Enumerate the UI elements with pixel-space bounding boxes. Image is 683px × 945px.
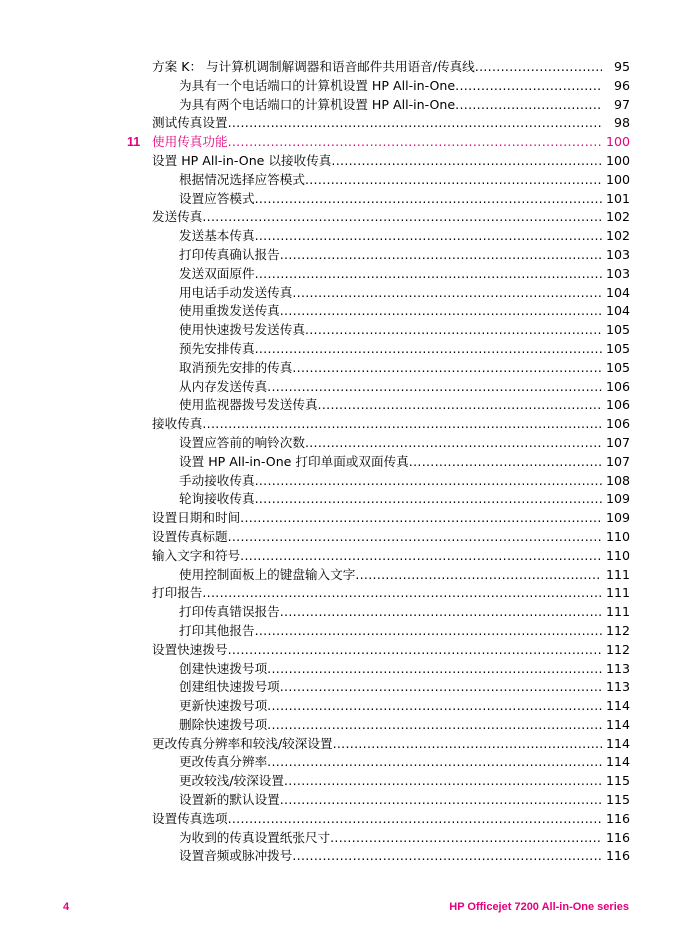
dot-leader [292, 847, 602, 866]
toc-page-number: 107 [605, 453, 630, 469]
dot-leader [280, 246, 602, 265]
toc-title: 手动接收传真 [179, 472, 255, 488]
toc-title: 删除快速拨号项 [179, 716, 268, 732]
toc-title: 为收到的传真设置纸张尺寸 [179, 829, 331, 845]
toc-title: 预先安排传真 [179, 340, 255, 356]
toc-title: 打印报告 [152, 585, 203, 601]
toc-title: 更改传真分辨率和较浅/较深设置 [152, 735, 333, 751]
dot-leader [267, 716, 602, 735]
toc-page-number: 106 [605, 416, 630, 432]
toc-row[interactable] [0, 603, 630, 622]
toc-row[interactable] [0, 396, 630, 415]
dot-leader [280, 302, 602, 321]
toc-page-number: 109 [605, 510, 630, 526]
toc-entry[interactable] [0, 603, 630, 622]
toc-page-number: 114 [605, 735, 630, 751]
dot-leader [475, 58, 602, 77]
dot-leader [284, 772, 602, 791]
toc-entry[interactable] [0, 547, 630, 566]
toc-row[interactable] [0, 96, 630, 115]
toc-entry[interactable] [0, 697, 630, 716]
toc-page-number: 106 [605, 397, 630, 413]
dot-leader [228, 810, 602, 829]
dot-leader [202, 208, 602, 227]
dot-leader [255, 190, 602, 209]
dot-leader [280, 678, 602, 697]
toc-entry[interactable] [0, 847, 630, 866]
toc-row[interactable] [0, 547, 630, 566]
toc-entry[interactable] [0, 133, 630, 152]
toc-title: 打印传真确认报告 [179, 246, 280, 262]
toc-page-number: 112 [605, 622, 630, 638]
dot-leader [409, 453, 602, 472]
toc-entry[interactable] [0, 678, 630, 697]
dot-leader [240, 547, 602, 566]
toc-row[interactable] [0, 622, 630, 641]
toc-title: 使用重拨发送传真 [179, 303, 280, 319]
toc-entry[interactable] [0, 152, 630, 171]
toc-title: 使用监视器拨号发送传真 [179, 397, 318, 413]
toc-row[interactable] [0, 227, 630, 246]
toc-row[interactable] [0, 340, 630, 359]
toc-row[interactable] [0, 302, 630, 321]
toc-page-number: 108 [605, 472, 630, 488]
dot-leader [292, 359, 602, 378]
toc-row[interactable] [0, 321, 630, 340]
dot-leader [280, 791, 602, 810]
toc-row[interactable] [0, 378, 630, 397]
toc-entry[interactable] [0, 434, 630, 453]
toc-entry[interactable] [0, 190, 630, 209]
dot-leader [318, 396, 602, 415]
toc-title: 更改传真分辨率 [179, 754, 268, 770]
toc-entry[interactable] [0, 660, 630, 679]
dot-leader [255, 622, 602, 641]
dot-leader [330, 829, 602, 848]
dot-leader [331, 152, 602, 171]
toc-row[interactable] [0, 246, 630, 265]
toc-row[interactable] [0, 415, 630, 434]
toc-page-number: 114 [605, 754, 630, 770]
toc-page-number: 104 [605, 284, 630, 300]
toc-page-number: 105 [605, 340, 630, 356]
toc-entry[interactable] [0, 378, 630, 397]
toc-entry[interactable] [0, 829, 630, 848]
toc-title: 发送双面原件 [179, 265, 255, 281]
toc-title: 设置 HP All-in-One 以接收传真 [152, 152, 332, 168]
toc-title: 设置日期和时间 [152, 510, 241, 526]
toc-entry[interactable] [0, 490, 630, 509]
dot-leader [267, 378, 602, 397]
toc-page-number: 97 [613, 96, 630, 112]
toc-row[interactable] [0, 678, 630, 697]
toc-row[interactable] [0, 697, 630, 716]
dot-leader [202, 415, 602, 434]
dot-leader [267, 660, 602, 679]
dot-leader [280, 603, 602, 622]
toc-page-number: 98 [613, 115, 630, 131]
toc-row[interactable] [0, 772, 630, 791]
dot-leader [305, 171, 602, 190]
toc-row[interactable] [0, 509, 630, 528]
toc-title: 取消预先安排的传真 [179, 359, 293, 375]
toc-page-number: 101 [605, 190, 630, 206]
toc-title: 设置音频或脉冲拨号 [179, 848, 293, 864]
toc-row[interactable] [0, 566, 630, 585]
toc-page-number: 110 [605, 528, 630, 544]
toc-page-number: 106 [605, 378, 630, 394]
toc-title: 设置应答模式 [179, 190, 255, 206]
toc-page-number: 111 [605, 585, 630, 601]
toc-page-number: 102 [605, 209, 630, 225]
toc-page-number: 96 [613, 77, 630, 93]
toc-entry[interactable] [0, 321, 630, 340]
toc-title: 设置传真标题 [152, 528, 228, 544]
toc-row[interactable] [0, 810, 630, 829]
toc-title: 使用控制面板上的键盘输入文字 [179, 566, 356, 582]
dot-leader [255, 227, 602, 246]
toc-entry[interactable] [0, 265, 630, 284]
toc-entry[interactable] [0, 472, 630, 491]
toc-page-number: 103 [605, 265, 630, 281]
toc-entry[interactable] [0, 208, 630, 227]
toc-entry[interactable] [0, 566, 630, 585]
toc-title: 更新快速拨号项 [179, 698, 268, 714]
dot-leader [455, 77, 602, 96]
toc-title: 使用快速拨号发送传真 [179, 322, 305, 338]
toc-entry[interactable] [0, 396, 630, 415]
dot-leader [267, 697, 602, 716]
toc-entry[interactable] [0, 171, 630, 190]
toc-row[interactable] [0, 114, 630, 133]
toc-page-number: 95 [613, 59, 630, 74]
toc-entry[interactable] [0, 753, 630, 772]
toc-title: 用电话手动发送传真 [179, 284, 293, 300]
toc-title: 更改较浅/较深设置 [179, 773, 284, 789]
toc-page-number: 102 [605, 228, 630, 244]
toc-title: 打印其他报告 [179, 622, 255, 638]
toc-entry[interactable] [0, 584, 630, 603]
toc-page-number: 109 [605, 491, 630, 507]
toc-entry[interactable] [0, 528, 630, 547]
toc-title: 设置新的默认设置 [179, 792, 280, 808]
toc-entry[interactable] [0, 284, 630, 303]
toc-entry[interactable] [0, 58, 630, 77]
toc-page-number: 113 [605, 679, 630, 695]
chapter-number: 11 [127, 135, 141, 150]
dot-leader [333, 735, 602, 754]
toc-page-number: 114 [605, 698, 630, 714]
toc-entry[interactable] [0, 791, 630, 810]
dot-leader [228, 133, 602, 152]
dot-leader [228, 641, 602, 660]
toc-title: 接收传真 [152, 416, 203, 432]
toc-entry[interactable] [0, 302, 630, 321]
toc-entry[interactable] [0, 453, 630, 472]
toc-title: 创建快速拨号项 [179, 660, 268, 676]
toc-entry[interactable] [0, 716, 630, 735]
table-of-contents [0, 58, 683, 866]
toc-title: 发送传真 [152, 209, 203, 225]
toc-page-number: 115 [605, 773, 630, 789]
toc-title: 轮询接收传真 [179, 491, 255, 507]
dot-leader [355, 566, 602, 585]
toc-title: 设置传真选项 [152, 810, 228, 826]
toc-row[interactable] [0, 208, 630, 227]
toc-row[interactable] [0, 584, 630, 603]
toc-page-number: 112 [605, 641, 630, 657]
toc-entry[interactable] [0, 246, 630, 265]
dot-leader [292, 284, 602, 303]
toc-title: 使用传真功能 [152, 134, 228, 150]
footer-page-number: 4 [63, 901, 70, 913]
toc-page-number: 116 [605, 829, 630, 845]
toc-row[interactable] [0, 434, 630, 453]
toc-page-number: 110 [605, 547, 630, 563]
dot-leader [255, 490, 602, 509]
toc-title: 测试传真设置 [152, 115, 228, 131]
toc-entry[interactable] [0, 77, 630, 96]
toc-page-number: 116 [605, 810, 630, 826]
toc-page-number: 113 [605, 660, 630, 676]
toc-page-number: 104 [605, 303, 630, 319]
toc-entry[interactable] [0, 114, 630, 133]
toc-row[interactable] [0, 265, 630, 284]
toc-row[interactable] [0, 829, 630, 848]
toc-title: 方案 K： 与计算机调制解调器和语音邮件共用语音/传真线 [152, 59, 475, 74]
toc-title: 创建组快速拨号项 [179, 679, 280, 695]
dot-leader [255, 340, 602, 359]
footer-product-name: HP Officejet 7200 All-in-One series [449, 901, 629, 913]
chapter-heading[interactable] [0, 133, 630, 152]
dot-leader [228, 528, 602, 547]
dot-leader [255, 265, 602, 284]
toc-row[interactable] [0, 716, 630, 735]
toc-entry[interactable] [0, 641, 630, 660]
toc-entry[interactable] [0, 509, 630, 528]
dot-leader [240, 509, 602, 528]
toc-entry[interactable] [0, 810, 630, 829]
toc-row[interactable] [0, 359, 630, 378]
toc-title: 根据情况选择应答模式 [179, 171, 305, 187]
toc-row[interactable] [0, 735, 630, 754]
toc-title: 为具有一个电话端口的计算机设置 HP All-in-One [179, 77, 456, 93]
toc-page-number: 115 [605, 792, 630, 808]
toc-page-number: 107 [605, 434, 630, 450]
toc-row[interactable] [0, 791, 630, 810]
toc-row[interactable] [0, 472, 630, 491]
toc-title: 设置快速拨号 [152, 641, 228, 657]
toc-entry[interactable] [0, 96, 630, 115]
toc-row[interactable] [0, 284, 630, 303]
toc-page-number: 105 [605, 359, 630, 375]
toc-entry[interactable] [0, 772, 630, 791]
toc-entry[interactable] [0, 359, 630, 378]
toc-row[interactable] [0, 152, 630, 171]
dot-leader [305, 434, 602, 453]
toc-title: 输入文字和符号 [152, 547, 241, 563]
dot-leader [267, 753, 602, 772]
toc-row[interactable] [0, 171, 630, 190]
dot-leader [455, 96, 602, 115]
toc-page-number: 114 [605, 716, 630, 732]
toc-entry[interactable] [0, 735, 630, 754]
toc-page-number: 105 [605, 322, 630, 338]
toc-title: 打印传真错误报告 [179, 604, 280, 620]
toc-row[interactable] [0, 528, 630, 547]
toc-title: 设置应答前的响铃次数 [179, 434, 305, 450]
toc-title: 从内存发送传真 [179, 378, 268, 394]
toc-page-number: 100 [605, 171, 630, 187]
toc-entry[interactable] [0, 622, 630, 641]
toc-row[interactable] [0, 58, 630, 77]
toc-row[interactable] [0, 660, 630, 679]
toc-row[interactable] [0, 453, 630, 472]
toc-row[interactable] [0, 77, 630, 96]
toc-row[interactable] [0, 753, 630, 772]
toc-row[interactable] [0, 490, 630, 509]
toc-title: 为具有两个电话端口的计算机设置 HP All-in-One [179, 96, 456, 112]
dot-leader [305, 321, 602, 340]
toc-entry[interactable] [0, 415, 630, 434]
toc-page-number: 116 [605, 848, 630, 864]
dot-leader [202, 584, 602, 603]
toc-page-number: 100 [605, 152, 630, 168]
dot-leader [228, 114, 602, 133]
toc-entry[interactable] [0, 340, 630, 359]
toc-page-number: 100 [605, 134, 630, 150]
toc-row[interactable] [0, 190, 630, 209]
toc-page-number: 103 [605, 246, 630, 262]
toc-title: 设置 HP All-in-One 打印单面或双面传真 [179, 453, 409, 469]
toc-page-number: 111 [605, 566, 630, 582]
toc-row[interactable] [0, 847, 630, 866]
toc-page-number: 111 [605, 604, 630, 620]
toc-row[interactable] [0, 641, 630, 660]
toc-entry[interactable] [0, 227, 630, 246]
dot-leader [255, 472, 602, 491]
toc-title: 发送基本传真 [179, 228, 255, 244]
